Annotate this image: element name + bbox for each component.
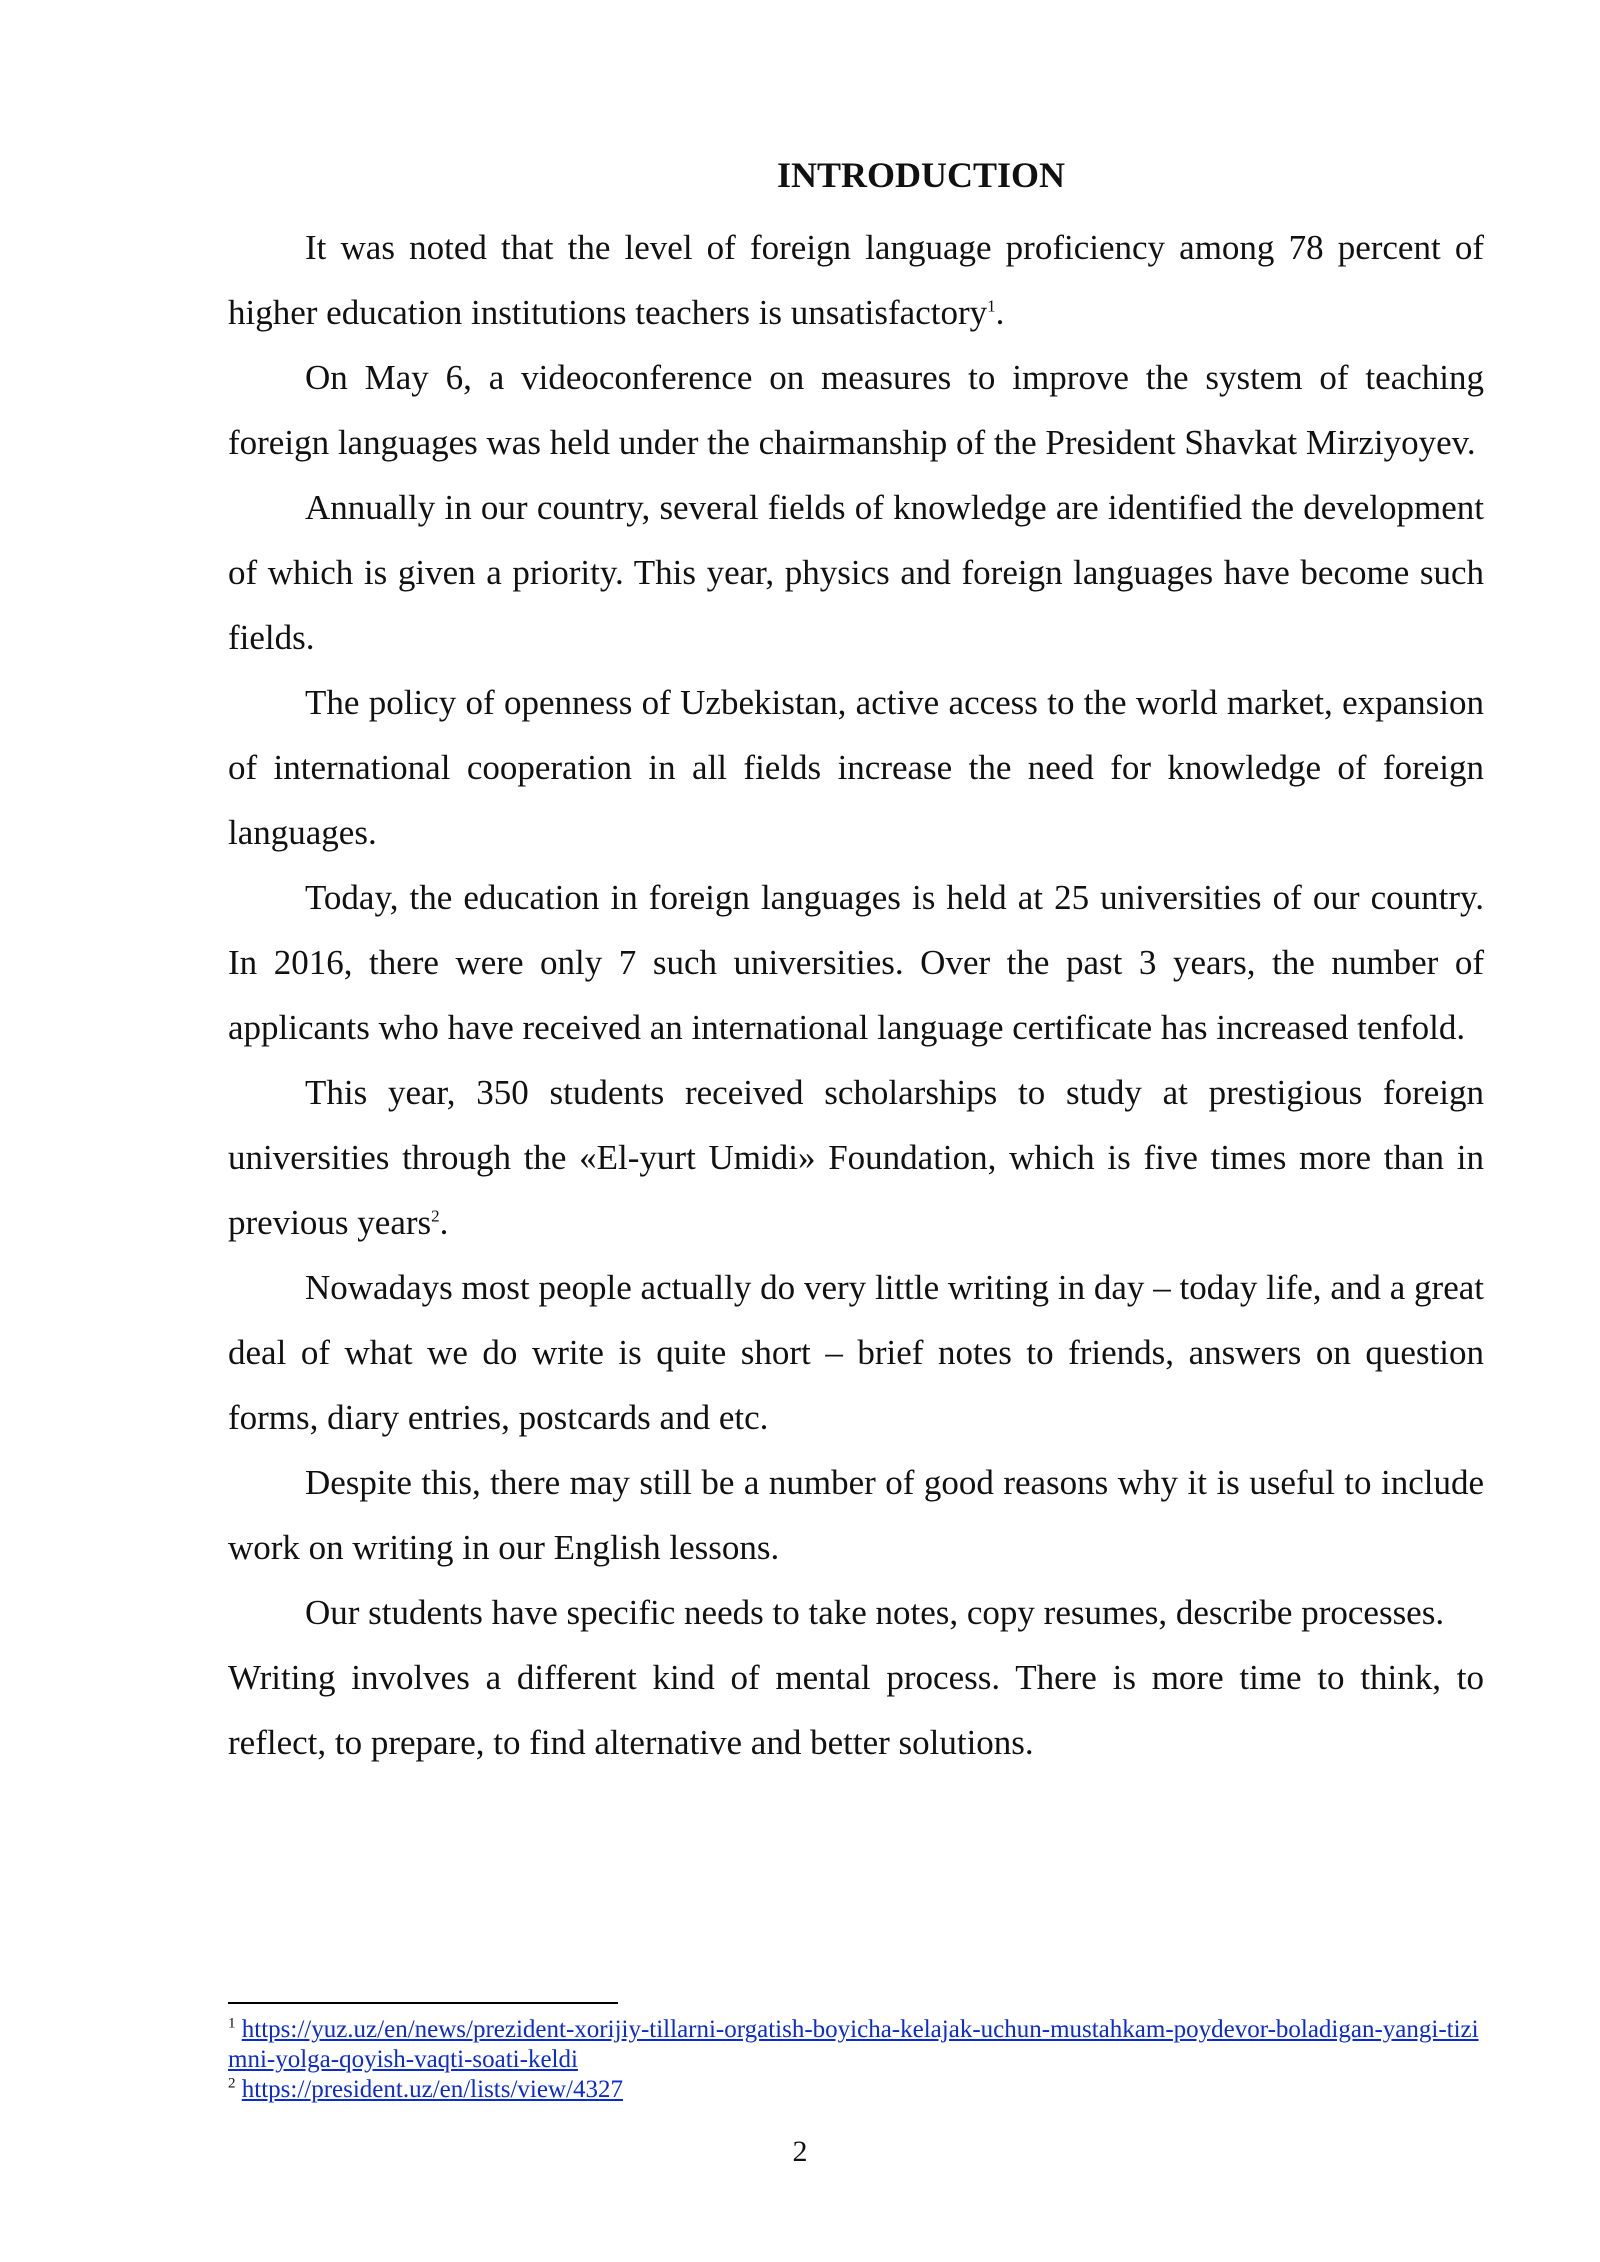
footnote-separator [228,2002,618,2004]
footnote [228,2015,1484,2075]
page-number: 2 [792,2135,808,2168]
footnote-link[interactable]: https://president.uz/en/lists/view/4327 [241,2076,623,2103]
paragraph-text: The policy of openness of Uzbekistan, active access to the world market, expansion of international cooperation in all fields increase the need for knowledge of foreign languages. [228,683,1484,852]
paragraph-tail: . [439,1203,449,1242]
paragraph [228,1580,1484,1645]
footnote-ref[interactable]: 2 [431,1206,440,1226]
paragraph [228,215,1484,345]
footnotes [228,2015,1484,2105]
paragraph [228,475,1484,670]
paragraph-tail: . [995,293,1005,332]
paragraph [228,865,1484,1060]
paragraph [228,1060,1484,1255]
paragraph [228,1450,1484,1580]
paragraph-text: It was noted that the level of foreign language proficiency among 78 percent of higher education institutions teachers is unsatisfactory [228,228,1484,332]
paragraph-text: Our students have specific needs to take notes, copy resumes, describe processes. [305,1593,1445,1632]
section-heading: INTRODUCTION [776,155,1066,195]
footnote-number: 2 [228,2075,236,2092]
paragraph-text: Today, the education in foreign languages is held at 25 universities of our country. In 2016, there were only 7 such universities. Over the past 3 years, the number of applicants who have received an international language certificate has increased tenfold. [228,878,1484,1047]
paragraph-text: Despite this, there may still be a number of good reasons why it is useful to include work on writing in our English lessons. [228,1463,1484,1567]
paragraph-text: This year, 350 students received scholarships to study at prestigious foreign universities through the «El-yurt Umidi» Foundation, which is five times more than in previous years [228,1073,1484,1242]
paragraph [228,345,1484,475]
footnote-ref[interactable]: 1 [987,296,996,316]
footnote-number: 1 [228,2015,236,2032]
page-body [228,150,1484,1775]
paragraph [228,670,1484,865]
footnote-link[interactable]: https://yuz.uz/en/news/prezident-xorijiy-tillarni-orgatish-boyicha-kelajak-uchun-mustahkam-poydevor-boladigan-yangi-tizimni-yolga-qoyish-vaqti-soati-keldi [228,2016,1479,2073]
paragraph-text: On May 6, a videoconference on measures to improve the system of teaching foreign languages was held under the chairmanship of the President Shavkat Mirziyoyev. [228,358,1484,462]
paragraph [228,1645,1484,1775]
paragraph-text: Writing involves a different kind of mental process. There is more time to think, to reflect, to prepare, to find alternative and better solutions. [228,1658,1484,1762]
footnote [228,2075,1484,2105]
paragraph-text: Nowadays most people actually do very little writing in day – today life, and a great deal of what we do write is quite short – brief notes to friends, answers on question forms, diary entries, postcards and etc. [228,1268,1484,1437]
paragraph-text: Annually in our country, several fields of knowledge are identified the development of which is given a priority. This year, physics and foreign languages have become such fields. [228,488,1484,657]
paragraph [228,1255,1484,1450]
